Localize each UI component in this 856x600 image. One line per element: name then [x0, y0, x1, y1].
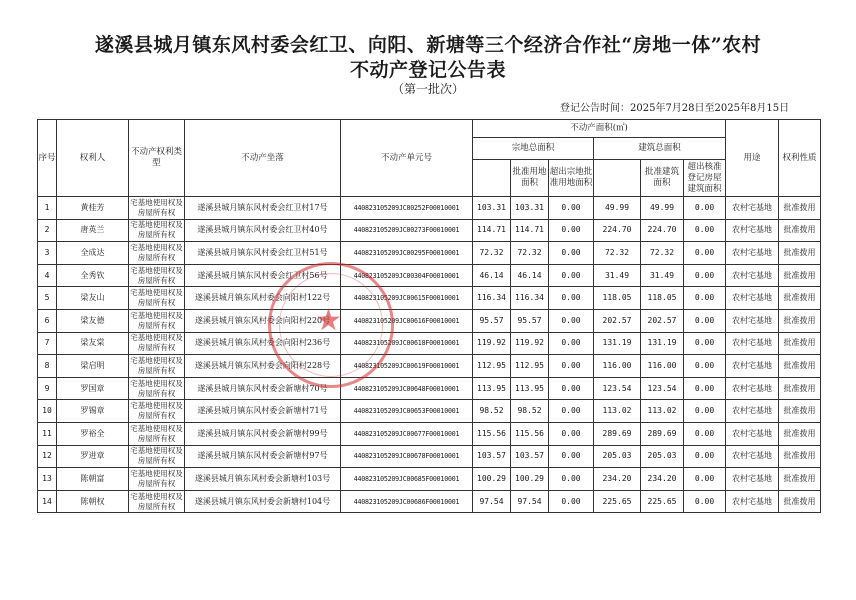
row-holder: 陈朝权 — [57, 490, 129, 513]
row-bldg-approved: 49.99 — [641, 197, 684, 220]
row-nature: 批准拨用 — [779, 468, 821, 491]
row-land-approved: 98.52 — [511, 400, 549, 423]
row-bldg-total: 202.57 — [594, 309, 641, 332]
row-land-approved: 100.29 — [511, 468, 549, 491]
table-row — [38, 468, 821, 491]
row-unit-no: 440823105209JC00273F00010001 — [341, 219, 473, 242]
row-location: 遂溪县城月镇东风村委会向阳村228号 — [185, 355, 341, 378]
row-land-total: 103.31 — [473, 197, 511, 220]
row-bldg-approved: 224.70 — [641, 219, 684, 242]
row-use: 农村宅基地 — [726, 400, 779, 423]
row-seq: 6 — [38, 309, 57, 332]
registration-table — [37, 119, 821, 513]
row-bldg-approved: 225.65 — [641, 490, 684, 513]
row-land-approved: 103.31 — [511, 197, 549, 220]
row-land-total: 97.54 — [473, 490, 511, 513]
table-row — [38, 400, 821, 423]
row-bldg-approved: 131.19 — [641, 332, 684, 355]
row-land-approved: 97.54 — [511, 490, 549, 513]
row-unit-no: 440823105209JC00616F00010001 — [341, 309, 473, 332]
row-use: 农村宅基地 — [726, 309, 779, 332]
row-bldg-approved: 31.49 — [641, 264, 684, 287]
row-bldg-approved: 289.69 — [641, 422, 684, 445]
row-bldg-approved: 113.02 — [641, 400, 684, 423]
row-land-total: 72.32 — [473, 242, 511, 265]
row-type: 宅基地使用权及房屋所有权 — [129, 400, 185, 423]
table-row — [38, 355, 821, 378]
row-type: 宅基地使用权及房屋所有权 — [129, 242, 185, 265]
document-title-line1: 遂溪县城月镇东风村委会红卫、向阳、新塘等三个经济合作社“房地一体”农村 — [94, 34, 762, 56]
table-row — [38, 264, 821, 287]
row-nature: 批准拨用 — [779, 264, 821, 287]
row-type: 宅基地使用权及房屋所有权 — [129, 264, 185, 287]
row-seq: 13 — [38, 468, 57, 491]
row-bldg-approved: 123.54 — [641, 377, 684, 400]
row-unit-no: 440823105209JC00648F00010001 — [341, 377, 473, 400]
row-use: 农村宅基地 — [726, 355, 779, 378]
row-seq: 14 — [38, 490, 57, 513]
row-bldg-total: 131.19 — [594, 332, 641, 355]
row-bldg-excess: 0.00 — [684, 287, 726, 310]
row-unit-no: 440823105209JC00677F00010001 — [341, 422, 473, 445]
row-land-approved: 114.71 — [511, 219, 549, 242]
table-row — [38, 309, 821, 332]
row-seq: 10 — [38, 400, 57, 423]
row-bldg-excess: 0.00 — [684, 332, 726, 355]
row-land-total: 112.95 — [473, 355, 511, 378]
table-row — [38, 242, 821, 265]
table-row — [38, 287, 821, 310]
row-bldg-total: 225.65 — [594, 490, 641, 513]
row-land-approved: 72.32 — [511, 242, 549, 265]
row-location: 遂溪县城月镇东风村委会红卫村51号 — [185, 242, 341, 265]
row-land-total: 100.29 — [473, 468, 511, 491]
row-location: 遂溪县城月镇东风村委会新塘村103号 — [185, 468, 341, 491]
row-land-total: 46.14 — [473, 264, 511, 287]
row-holder: 唐英兰 — [57, 219, 129, 242]
row-land-approved: 119.92 — [511, 332, 549, 355]
row-use: 农村宅基地 — [726, 377, 779, 400]
document-title-line2: 不动产登记公告表 — [349, 59, 506, 81]
row-land-total: 113.95 — [473, 377, 511, 400]
row-land-approved: 113.95 — [511, 377, 549, 400]
row-type: 宅基地使用权及房屋所有权 — [129, 219, 185, 242]
row-location: 遂溪县城月镇东风村委会红卫村17号 — [185, 197, 341, 220]
row-bldg-excess: 0.00 — [684, 490, 726, 513]
row-land-total: 116.34 — [473, 287, 511, 310]
table-row — [38, 332, 821, 355]
header-type: 不动产权利类型 — [129, 120, 185, 197]
row-location: 遂溪县城月镇东风村委会向阳村236号 — [185, 332, 341, 355]
row-land-total: 103.57 — [473, 445, 511, 468]
row-seq: 8 — [38, 355, 57, 378]
row-seq: 1 — [38, 197, 57, 220]
row-use: 农村宅基地 — [726, 242, 779, 265]
row-land-excess: 0.00 — [549, 355, 594, 378]
header-bldg-excess: 超出核准登记房屋建筑面积 — [684, 160, 726, 197]
row-unit-no: 440823105209JC00685F00010001 — [341, 468, 473, 491]
row-location: 遂溪县城月镇东风村委会新塘村97号 — [185, 445, 341, 468]
row-land-approved: 46.14 — [511, 264, 549, 287]
row-bldg-excess: 0.00 — [684, 400, 726, 423]
header-nature: 权利性质 — [779, 120, 821, 197]
official-seal: ★ — [268, 262, 394, 388]
row-land-excess: 0.00 — [549, 400, 594, 423]
row-bldg-excess: 0.00 — [684, 219, 726, 242]
table-row — [38, 445, 821, 468]
row-bldg-total: 118.05 — [594, 287, 641, 310]
table-row — [38, 422, 821, 445]
row-seq: 2 — [38, 219, 57, 242]
header-location: 不动产坐落 — [185, 120, 341, 197]
header-land-excess: 超出宗地批准用地面积 — [549, 160, 594, 197]
row-seq: 7 — [38, 332, 57, 355]
row-land-excess: 0.00 — [549, 264, 594, 287]
row-nature: 批准拨用 — [779, 400, 821, 423]
row-holder: 梁友棠 — [57, 332, 129, 355]
row-nature: 批准拨用 — [779, 287, 821, 310]
row-bldg-excess: 0.00 — [684, 468, 726, 491]
row-unit-no: 440823105209JC00619F00010001 — [341, 355, 473, 378]
row-land-excess: 0.00 — [549, 332, 594, 355]
row-nature: 批准拨用 — [779, 377, 821, 400]
row-land-excess: 0.00 — [549, 242, 594, 265]
row-land-approved: 103.57 — [511, 445, 549, 468]
row-use: 农村宅基地 — [726, 490, 779, 513]
row-nature: 批准拨用 — [779, 219, 821, 242]
row-bldg-excess: 0.00 — [684, 355, 726, 378]
header-bldg-total-group: 建筑总面积 — [594, 138, 726, 160]
row-type: 宅基地使用权及房屋所有权 — [129, 490, 185, 513]
row-type: 宅基地使用权及房屋所有权 — [129, 355, 185, 378]
row-bldg-total: 72.32 — [594, 242, 641, 265]
row-seq: 3 — [38, 242, 57, 265]
row-location: 遂溪县城月镇东风村委会新塘村70号 — [185, 377, 341, 400]
header-bldg-approved: 批准建筑面积 — [641, 160, 684, 197]
row-land-approved: 116.34 — [511, 287, 549, 310]
header-land-approved: 批准用地面积 — [511, 160, 549, 197]
row-land-excess: 0.00 — [549, 422, 594, 445]
row-bldg-approved: 202.57 — [641, 309, 684, 332]
row-bldg-excess: 0.00 — [684, 309, 726, 332]
row-seq: 4 — [38, 264, 57, 287]
row-use: 农村宅基地 — [726, 332, 779, 355]
row-bldg-total: 49.99 — [594, 197, 641, 220]
row-use: 农村宅基地 — [726, 445, 779, 468]
header-seq: 序号 — [38, 120, 57, 197]
row-unit-no: 440823105209JC00252F00010001 — [341, 197, 473, 220]
row-location: 遂溪县城月镇东风村委会向阳村122号 — [185, 287, 341, 310]
table-row — [38, 219, 821, 242]
table-row — [38, 377, 821, 400]
row-unit-no: 440823105209JC00615F00010001 — [341, 287, 473, 310]
row-bldg-total: 123.54 — [594, 377, 641, 400]
header-bldg-total — [594, 160, 641, 197]
row-unit-no: 440823105209JC00678F00010001 — [341, 445, 473, 468]
header-land-total — [473, 160, 511, 197]
row-type: 宅基地使用权及房屋所有权 — [129, 309, 185, 332]
row-holder: 全秀钦 — [57, 264, 129, 287]
row-land-approved: 115.56 — [511, 422, 549, 445]
row-type: 宅基地使用权及房屋所有权 — [129, 197, 185, 220]
row-unit-no: 440823105209JC00618F00010001 — [341, 332, 473, 355]
table-row — [38, 197, 821, 220]
row-land-excess: 0.00 — [549, 197, 594, 220]
row-land-excess: 0.00 — [549, 309, 594, 332]
header-land-total-group: 宗地总面积 — [473, 138, 594, 160]
row-use: 农村宅基地 — [726, 422, 779, 445]
row-use: 农村宅基地 — [726, 219, 779, 242]
row-nature: 批准拨用 — [779, 355, 821, 378]
row-unit-no: 440823105209JC00295F00010001 — [341, 242, 473, 265]
row-bldg-total: 31.49 — [594, 264, 641, 287]
row-holder: 梁友山 — [57, 287, 129, 310]
row-land-total: 98.52 — [473, 400, 511, 423]
row-seq: 9 — [38, 377, 57, 400]
row-holder: 陈朝富 — [57, 468, 129, 491]
row-type: 宅基地使用权及房屋所有权 — [129, 422, 185, 445]
row-land-excess: 0.00 — [549, 219, 594, 242]
row-bldg-approved: 118.05 — [641, 287, 684, 310]
row-type: 宅基地使用权及房屋所有权 — [129, 332, 185, 355]
row-bldg-approved: 72.32 — [641, 242, 684, 265]
row-use: 农村宅基地 — [726, 264, 779, 287]
row-seq: 5 — [38, 287, 57, 310]
row-land-excess: 0.00 — [549, 287, 594, 310]
row-nature: 批准拨用 — [779, 197, 821, 220]
row-land-total: 95.57 — [473, 309, 511, 332]
row-type: 宅基地使用权及房屋所有权 — [129, 468, 185, 491]
row-holder: 梁友德 — [57, 309, 129, 332]
row-bldg-excess: 0.00 — [684, 422, 726, 445]
header-holder: 权利人 — [57, 120, 129, 197]
row-bldg-excess: 0.00 — [684, 377, 726, 400]
row-holder: 罗裕全 — [57, 422, 129, 445]
row-nature: 批准拨用 — [779, 422, 821, 445]
row-bldg-total: 113.02 — [594, 400, 641, 423]
row-seq: 12 — [38, 445, 57, 468]
row-land-approved: 112.95 — [511, 355, 549, 378]
row-location: 遂溪县城月镇东风村委会新塘村104号 — [185, 490, 341, 513]
row-location: 遂溪县城月镇东风村委会红卫村56号 — [185, 264, 341, 287]
row-location: 遂溪县城月镇东风村委会向阳村220号 — [185, 309, 341, 332]
row-use: 农村宅基地 — [726, 468, 779, 491]
announcement-period: 登记公告时间：2025年7月28日至2025年8月15日 — [560, 103, 790, 114]
row-nature: 批准拨用 — [779, 309, 821, 332]
row-bldg-total: 224.70 — [594, 219, 641, 242]
row-holder: 黄桂芳 — [57, 197, 129, 220]
row-location: 遂溪县城月镇东风村委会红卫村40号 — [185, 219, 341, 242]
row-nature: 批准拨用 — [779, 490, 821, 513]
row-bldg-total: 234.20 — [594, 468, 641, 491]
row-holder: 罗锡章 — [57, 400, 129, 423]
row-bldg-excess: 0.00 — [684, 445, 726, 468]
row-seq: 11 — [38, 422, 57, 445]
row-bldg-excess: 0.00 — [684, 242, 726, 265]
row-use: 农村宅基地 — [726, 197, 779, 220]
row-land-excess: 0.00 — [549, 490, 594, 513]
row-holder: 罗国章 — [57, 377, 129, 400]
batch-label: （第一批次） — [391, 82, 464, 96]
row-bldg-approved: 116.00 — [641, 355, 684, 378]
row-holder: 罗进章 — [57, 445, 129, 468]
row-nature: 批准拨用 — [779, 445, 821, 468]
header-area: 不动产面积(㎡) — [473, 120, 726, 138]
row-holder: 梁启明 — [57, 355, 129, 378]
row-nature: 批准拨用 — [779, 332, 821, 355]
row-bldg-total: 205.03 — [594, 445, 641, 468]
row-type: 宅基地使用权及房屋所有权 — [129, 445, 185, 468]
row-land-excess: 0.00 — [549, 445, 594, 468]
row-bldg-approved: 234.20 — [641, 468, 684, 491]
row-land-excess: 0.00 — [549, 468, 594, 491]
row-type: 宅基地使用权及房屋所有权 — [129, 377, 185, 400]
row-unit-no: 440823105209JC00686F00010001 — [341, 490, 473, 513]
row-bldg-excess: 0.00 — [684, 197, 726, 220]
header-use: 用途 — [726, 120, 779, 197]
header-unit-no: 不动产单元号 — [341, 120, 473, 197]
row-use: 农村宅基地 — [726, 287, 779, 310]
row-land-total: 114.71 — [473, 219, 511, 242]
row-land-total: 119.92 — [473, 332, 511, 355]
row-location: 遂溪县城月镇东风村委会新塘村99号 — [185, 422, 341, 445]
row-unit-no: 440823105209JC00653F00010001 — [341, 400, 473, 423]
row-bldg-total: 116.00 — [594, 355, 641, 378]
row-land-excess: 0.00 — [549, 377, 594, 400]
row-type: 宅基地使用权及房屋所有权 — [129, 287, 185, 310]
row-location: 遂溪县城月镇东风村委会新塘村71号 — [185, 400, 341, 423]
table-row — [38, 490, 821, 513]
row-unit-no: 440823105209JC00304F00010001 — [341, 264, 473, 287]
row-bldg-total: 289.69 — [594, 422, 641, 445]
row-land-total: 115.56 — [473, 422, 511, 445]
row-nature: 批准拨用 — [779, 242, 821, 265]
row-holder: 全成达 — [57, 242, 129, 265]
row-bldg-approved: 205.03 — [641, 445, 684, 468]
row-bldg-excess: 0.00 — [684, 264, 726, 287]
row-land-approved: 95.57 — [511, 309, 549, 332]
